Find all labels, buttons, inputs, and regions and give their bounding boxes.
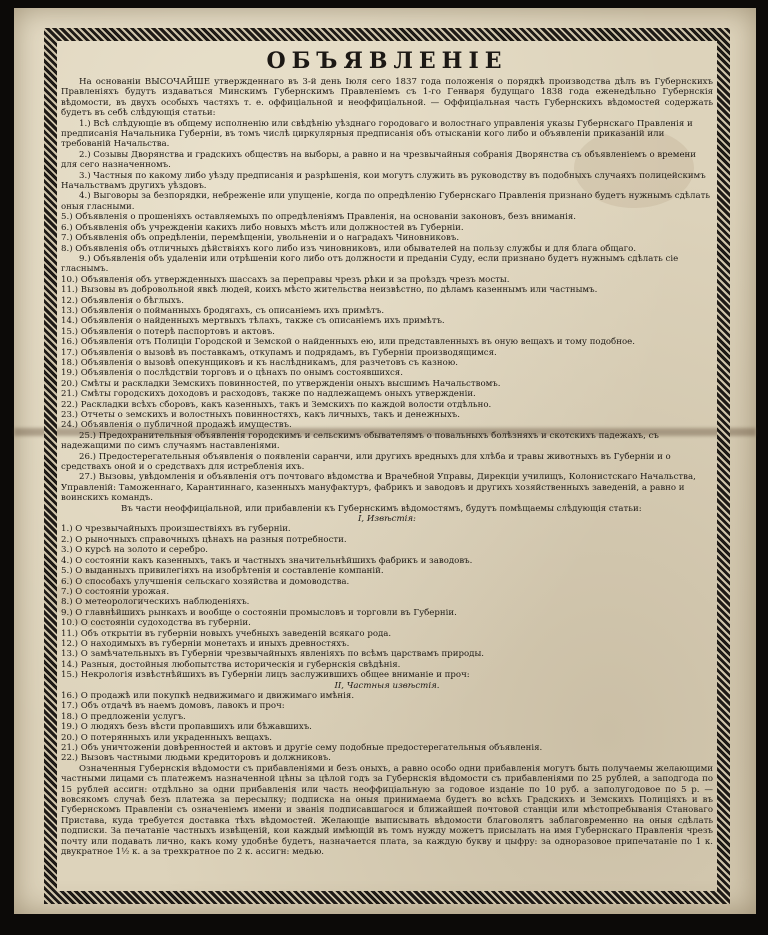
list-item: 4.) Выговоры за безпорядки, небреженіе или упущеніе, когда по опредѣленію Губернскаго Правленія признано будетъ нужнымъ сдѣлать оныя гласными. [61,191,711,212]
list-item: 8.) Объявленія объ отличныхъ дѣйствіяхъ кого либо изъ чиновниковъ, или обывателей на пользу службы и для блага общаго. [61,243,637,254]
list-item: 3.) О курсѣ на золото и серебро. [61,545,208,556]
unofficial-intro: Въ части неоффиціальной, или прибавленіи къ Губернскимъ вѣдомостямъ, будутъ помѣщаемы слѣдующія статьи: [121,503,642,514]
list-item: 24.) Объявленія о публичной продажѣ имуществъ. [61,420,292,431]
list-item: 4.) О состояніи какъ казенныхъ, такъ и частныхъ значительнѣйшихъ фабрикъ и заводовъ. [61,555,473,566]
list-item: 14.) Разныя, достойныя любопытства историческія и губернскія свѣдѣнія. [61,659,401,670]
list-item: 19.) О людяхъ безъ вѣсти пропавшихъ или бѣжавшихъ. [61,722,312,733]
list-item: 14.) Объявленія о найденныхъ мертвыхъ тѣлахъ, также съ описаніемъ ихъ примѣтъ. [61,316,445,327]
list-item: 17.) Объ отдачѣ въ наемъ домовъ, лавокъ и проч: [61,701,285,712]
list-item: 22.) Вызовъ частными людьми кредиторовъ и должниковъ. [61,753,331,764]
list-item: 3.) Частныя по какому либо уѣзду предписанія и разрѣшенія, кои могутъ служить въ руководству въ подобныхъ случаяхъ полицейскимъ Начальствамъ другихъ уѣздовъ. [61,170,706,192]
document-title: ОБЪЯВЛЕНІЕ [266,48,508,74]
list-item: 23.) Отчеты о земскихъ и волостныхъ повинностяхъ, какъ личныхъ, такъ и денежныхъ. [61,410,461,420]
list-item: 2.) Созывы Дворянства и градскихъ обществъ на выборы, а равно и на чрезвычайныя собранія Дворянства съ объявленіемъ о времени для сего назначенномъ. [61,149,696,171]
list-item: 11.) Вызовы въ добровольной явкѣ людей, коихъ мѣсто жительства неизвѣстно, по дѣламъ казеннымъ или частнымъ. [61,285,598,296]
list-item: 6.) Объявленія объ учрежденіи какихъ либо новыхъ мѣстъ или должностей въ Губерніи. [61,222,464,233]
list-item: 10.) О состояніи судоходства въ губерніи. [61,618,251,629]
section1-items-list [61,524,713,680]
list-item: 26.) Предостерегательныя объявленія о появленіи саранчи, или другихъ вредныхъ для хлѣба и травы животныхъ въ Губерніи и о средствахъ оной и о средствахъ для истребленія ихъ. [61,451,671,473]
list-item: 15.) Некрологія извѣстнѣйшихъ въ Губерніи лицъ заслужившихъ общее вниманіе и проч: [61,670,470,681]
list-item: 8.) О метеорологическихъ наблюденіяхъ. [61,597,250,608]
list-item: 5.) О выданныхъ привилегіяхъ на изобрѣтенія и составленіе компаній. [61,566,384,577]
closing-paragraph: Означенныя Губернскія вѣдомости съ прибавленіями и безъ оныхъ, а равно особо одни прибавленія могутъ быть получаемы желающими частными лицами съ платежемъ назначенной цѣны за цѣлой годъ за Губернскія вѣдомости съ прибавленіями по 25 рублей, а заподгода по 15 рублей ассигн: отдѣльно за одни прибавленія или часть неоффиціальную за годовое изданіе по 10 руб. а заполугодовое по 5 р. — вовсякомъ случаѣ безъ платежа за пересылку; подписка на оныя принимаема будетъ во всѣхъ Градскихъ и Земскихъ Полиціяхъ и въ Губернскомъ Правленіи съ означеніемъ имени и званія подписавшагося и ближайшей почтовой станціи или мѣстопребыванія Становаго Пристава, куда требуется доставка тѣхъ вѣдомостей. Желающіе выписывать вѣдомости благоволятъ заблаговременно на оныя сдѣлать подписки. За печатаніе частныхъ извѣщеній, кои каждый имѣющій въ томъ нужду можетъ присылать на имя Губернскаго Правленія чрезъ почту или подавать лично, какъ кому удобнѣе будетъ, назначается плата, за каждую букву и цыфру: за одноразовое припечатаніе по 1 к. двукратное 1½ к. а за трехкратное по 2 к. ассигн: медью. [61,763,713,858]
list-item: 22.) Раскладки всѣхъ сборовъ, какъ казенныхъ, такъ и Земскихъ по каждой волости отдѣльно. [61,399,492,410]
paper-sheet [14,8,756,914]
list-item: 1.) Всѣ слѣдующіе въ общему исполненію или свѣдѣнію уѣзднаго городоваго и волостнаго управленія указы Губернскаго Правленія и предписанія Начальника Губерніи, въ томъ числѣ циркулярныя предписанія объ отысканіи кого либо и объявленіи приказаній или требованій Начальства. [61,118,693,150]
list-item: 16.) Объявленія отъ Полиціи Городской и Земской о найденныхъ ею, или представленныхъ въ оную вещахъ и тому подобное. [61,337,635,348]
section2-items-list [61,691,713,764]
list-item: 17.) Объявленія о вызовѣ въ поставкамъ, откупамъ и подрядамъ, въ Губерніи производящимся. [61,347,497,358]
document-body [61,44,713,889]
list-item: 12.) О находимыхъ въ губерніи монетахъ и иныхъ древностяхъ. [61,638,350,649]
list-item: 7.) О состояніи урожая. [61,586,170,597]
list-item: 10.) Объявленія объ утвержденныхъ шассахъ за переправы чрезъ рѣки и за проѣздъ чрезъ мосты. [61,274,510,285]
list-item: 20.) Смѣты и раскладки Земскихъ повинностей, по утвержденіи оныхъ высшимъ Начальствомъ. [61,378,501,389]
list-item: 13.) О замѣчательныхъ въ Губерніи чрезвычайныхъ явленіяхъ по всѣмъ царствамъ природы. [61,649,485,660]
section2-title: II, Частныя извѣстія. [334,680,440,691]
list-item: 11.) Объ открытіи въ губерніи новыхъ учебныхъ заведеній всякаго рода. [61,628,392,639]
list-item: 19.) Объявленія о послѣдствіи торговъ и о цѣнахъ по онымъ состоявшихся. [61,368,403,379]
list-item: 7.) Объявленія объ опредѣленіи, перемѣщеніи, увольненіи и о наградахъ Чиновниковъ. [61,233,460,244]
official-items-list [61,119,713,504]
list-item: 9.) О главнѣйшихъ рынкахъ и вообще о состояніи промысловъ и торговли въ Губерніи. [61,607,457,618]
list-item: 5.) Объявленія о прошеніяхъ оставляемыхъ по опредѣленіямъ Правленія, на основаніи законовъ, безъ вниманія. [61,212,577,223]
list-item: 6.) О способахъ улучшенія сельскаго хозяйства и домоводства. [61,576,350,587]
list-item: 18.) Объявленія о вызовѣ опекунщиковъ и къ наслѣдникамъ, для разчетовъ съ казною. [61,357,458,368]
list-item: 9.) Объявленія объ удаленіи или отрѣшеніи кого либо отъ должности и преданіи Суду, если признано будетъ нужнымъ сдѣлать сіе гласнымъ. [61,253,679,275]
section1-title: I, Извѣстія: [358,514,416,525]
list-item: 25.) Предохранительныя объявленія городскимъ и сельскимъ обывателямъ о повальныхъ болѣзняхъ и скотскихъ падежахъ, съ надежащими по симъ случаямъ наставленіями. [61,430,659,452]
intro-paragraph: На основаніи ВЫСОЧАЙШЕ утвержденнаго въ 3-й день Іюля сего 1837 года положенія о порядкѣ производства дѣлъ въ Губернскихъ Правленіяхъ будутъ издаваться Минскимъ Губернскимъ Правленіемъ съ 1-го Генваря будущаго 1838 года еженедѣльно Губернскія вѣдомости, въ двухъ особыхъ частяхъ т. е. оффиціальной и неоффиціальной. — Оффиціальная часть Губернскихъ вѣдомостей содержать будетъ въ себѣ слѣдующія статьи: [61,77,713,119]
list-item: 1.) О чрезвычайныхъ произшествіяхъ въ губерніи. [61,524,291,535]
list-item: 21.) Объ уничтоженіи довѣренностей и актовъ и другіе сему подобные предостерегательныя объявленія. [61,743,543,753]
list-item: 27.) Вызовы, увѣдомленія и объявленія отъ почтоваго вѣдомства и Врачебной Управы, Дирекціи училищъ, Колонистскаго Начальства, Управленій: Таможеннаго, Карантиннаго, казенныхъ мануфактуръ, фабрикъ и заводовъ и другихъ хозяйственныхъ заведеній, а равно и воинскихъ командъ. [61,472,696,504]
list-item: 15.) Объявленія о потерѣ паспортовъ и актовъ. [61,326,275,337]
list-item: 2.) О рыночныхъ справочныхъ цѣнахъ на разныя потребности. [61,534,347,545]
list-item: 21.) Смѣты городскихъ доходовъ и расходовъ, также по надлежащемъ оныхъ утвержденіи. [61,389,476,400]
list-item: 18.) О предложеніи услугъ. [61,711,186,722]
list-item: 20.) О потерянныхъ или украденныхъ вещахъ. [61,732,273,743]
list-item: 12.) Объявленія о бѣглыхъ. [61,295,184,306]
list-item: 16.) О продажѣ или покупкѣ недвижимаго и движимаго имѣнія. [61,690,355,701]
list-item: 13.) Объявленія о пойманныхъ бродягахъ, съ описаніемъ ихъ примѣтъ. [61,305,385,316]
